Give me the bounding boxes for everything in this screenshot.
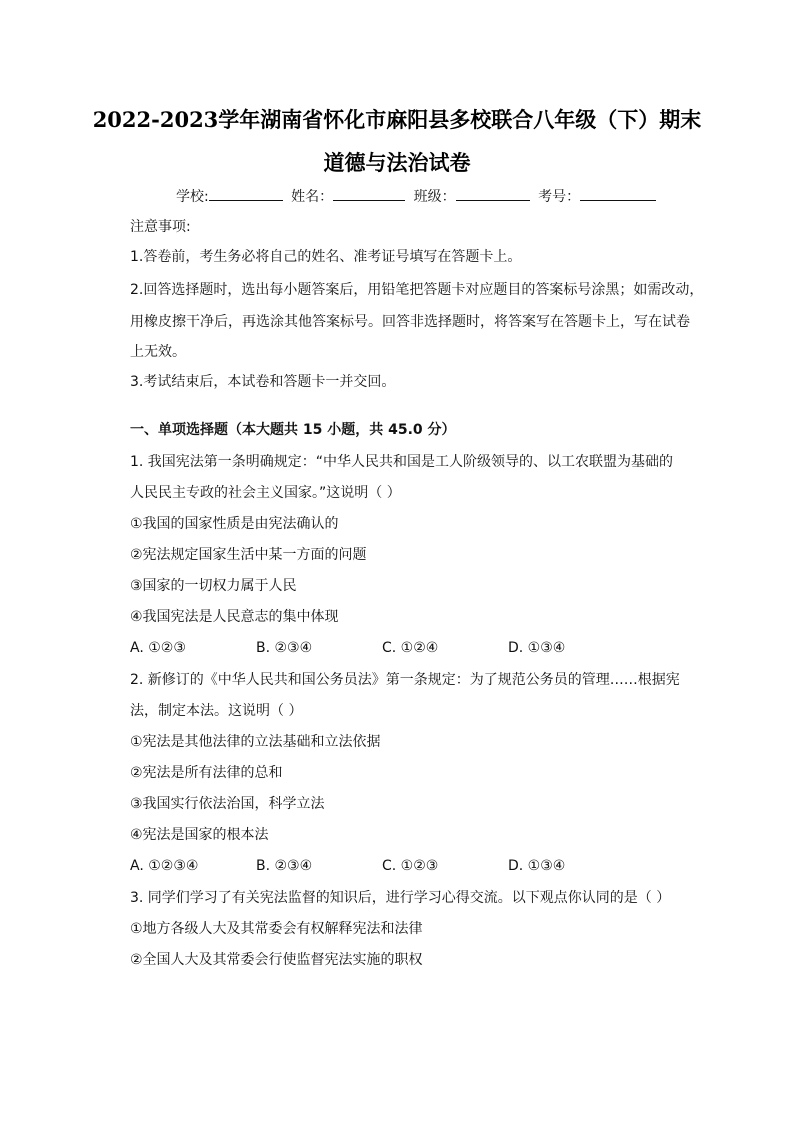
class-label: 班级： [413,189,456,205]
school-label: 学校: [176,189,209,205]
q2-stem-line1: 2. 新修订的《中华人民共和国公务员法》第一条规定：为了规范公务员的管理……根据宪 [130,672,680,688]
notice-item-2-line2: 用橡皮擦干净后，再选涂其他答案标号。回答非选择题时，将答案写在答题卡上，写在试卷 [130,314,690,330]
exam-number-label: 考号： [538,189,581,205]
name-label: 姓名： [291,189,334,205]
q1-stem-line2: 人民民主专政的社会主义国家。”这说明（ ） [130,485,401,501]
q3-statement-1: ①地方各级人大及其常委会有权解释宪法和法律 [130,921,423,937]
q1-option-a: A. ①②③ [130,640,186,656]
q1-statement-3: ③国家的一切权力属于人民 [130,578,297,594]
notice-item-1: 1.答卷前，考生务必将自己的姓名、准考证号填写在答题卡上。 [130,249,522,265]
school-blank [209,188,283,201]
q1-option-c: C. ①②④ [382,640,439,656]
q1-statement-1: ①我国的国家性质是由宪法确认的 [130,516,339,532]
q1-statement-2: ②宪法规定国家生活中某一方面的问题 [130,547,367,563]
section-heading: 一、单项选择题（本大题共 15 小题，共 45.0 分） [130,422,456,438]
q2-statement-1: ①宪法是其他法律的立法基础和立法依据 [130,734,381,750]
q2-statement-2: ②宪法是所有法律的总和 [130,765,283,781]
q3-statement-2: ②全国人大及其常委会行使监督宪法实施的职权 [130,952,423,968]
class-blank [456,188,530,201]
exam-number-blank [580,188,656,201]
notice-heading: 注意事项: [130,219,191,235]
q1-option-b: B. ②③④ [256,640,313,656]
exam-title-line2: 道德与法治试卷 [323,150,471,175]
q1-option-d: D. ①③④ [508,640,566,656]
q2-option-d: D. ①③④ [508,858,566,874]
q2-statement-3: ③我国实行依法治国，科学立法 [130,796,325,812]
student-info-row [176,186,660,206]
q1-statement-4: ④我国宪法是人民意志的集中体现 [130,609,339,625]
name-blank [333,188,405,201]
notice-item-2-line1: 2.回答选择题时，选出每小题答案后，用铅笔把答题卡对应题目的答案标号涂黑；如需改动， [130,282,704,298]
notice-item-2-line3: 上无效。 [130,344,186,360]
q1-stem-line1: 1. 我国宪法第一条明确规定：“中华人民共和国是工人阶级领导的、以工农联盟为基础的 [130,454,674,470]
q2-option-b: B. ②③④ [256,858,313,874]
q3-stem-line1: 3. 同学们学习了有关宪法监督的知识后，进行学习心得交流。以下观点你认同的是（ ） [130,890,671,906]
notice-item-3: 3.考试结束后，本试卷和答题卡一并交回。 [130,374,396,390]
q2-option-a: A. ①②③④ [130,858,199,874]
q2-option-c: C. ①②③ [382,858,439,874]
q2-statement-4: ④宪法是国家的根本法 [130,827,269,843]
q2-stem-line2: 法，制定本法。这说明（ ） [130,703,303,719]
exam-title-line1: 2022-2023学年湖南省怀化市麻阳县多校联合八年级（下）期末 [92,107,702,132]
